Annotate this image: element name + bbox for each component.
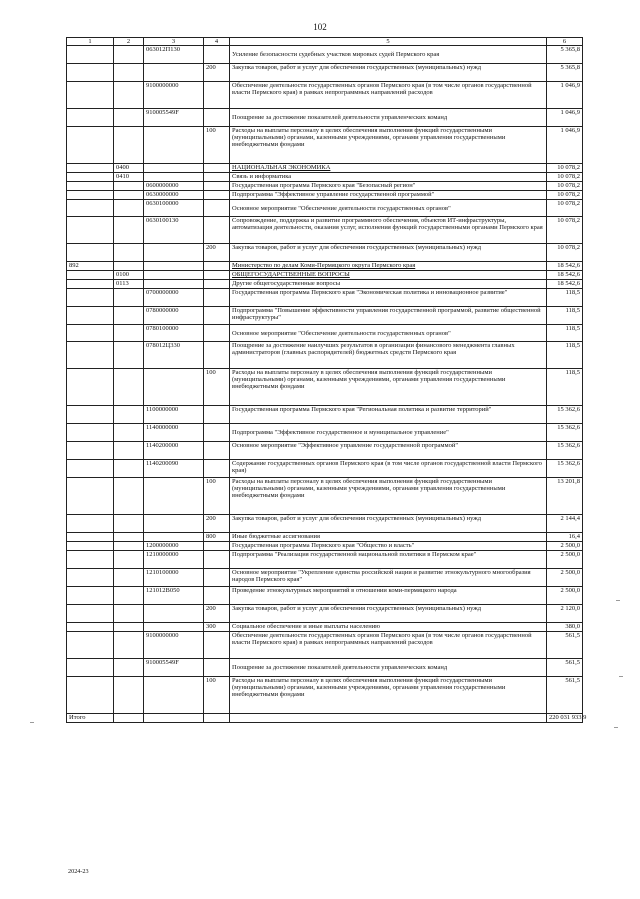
cell-code-target: [144, 478, 204, 515]
table-row: [67, 262, 583, 271]
cell-amount: 15 362,6: [547, 460, 583, 478]
cell-code-admin: [67, 406, 114, 424]
header-col-6: 6: [547, 38, 583, 46]
cell-code-section: [114, 551, 144, 569]
table-row: [67, 289, 583, 307]
cell-code-target: [144, 244, 204, 262]
cell-code-expense-type: [204, 109, 230, 127]
cell-code-section: [114, 325, 144, 342]
table-row: [67, 64, 583, 82]
cell-code-admin: [67, 307, 114, 325]
table-row: [67, 82, 583, 109]
cell-code-section: [114, 478, 144, 515]
cell-code-expense-type: [204, 542, 230, 551]
table-row: [67, 191, 583, 200]
cell-code-admin: [67, 632, 114, 659]
cell-code-admin: [67, 424, 114, 442]
cell-code-expense-type: 100: [204, 369, 230, 406]
cell-description: Подпрограмма "Реализация государственной национальной политики в Пермском крае": [230, 551, 547, 569]
cell-code-admin: [67, 289, 114, 307]
cell-code-target: 0780000000: [144, 307, 204, 325]
cell-code-expense-type: [204, 714, 230, 723]
table-row: [67, 271, 583, 280]
cell-code-target: [144, 677, 204, 714]
cell-code-expense-type: [204, 342, 230, 369]
cell-amount: 10 078,2: [547, 191, 583, 200]
cell-description: Подпрограмма "Повышение эффективности управления государственной программой, развитие общественной инфраструктуры": [230, 307, 547, 325]
cell-code-admin: [67, 109, 114, 127]
cell-code-expense-type: 100: [204, 677, 230, 714]
table-row: [67, 217, 583, 244]
cell-code-target: 1200000000: [144, 542, 204, 551]
cell-code-target: 063012П130: [144, 46, 204, 64]
cell-description: Закупка товаров, работ и услуг для обеспечения государственных (муниципальных) нужд: [230, 605, 547, 623]
cell-description: Подпрограмма "Эффективное управление государственной программой": [230, 191, 547, 200]
cell-code-admin: [67, 659, 114, 677]
table-row: [67, 164, 583, 173]
cell-amount: 2 500,0: [547, 569, 583, 587]
cell-amount: 10 078,2: [547, 164, 583, 173]
cell-code-section: [114, 460, 144, 478]
cell-code-section: [114, 587, 144, 605]
cell-code-section: [114, 244, 144, 262]
table-row: [67, 605, 583, 623]
table-row: [67, 173, 583, 182]
cell-code-target: [144, 280, 204, 289]
table-row: [67, 406, 583, 424]
cell-description: Основное мероприятие "Эффективное управление государственной программой": [230, 442, 547, 460]
cell-code-target: 0780100000: [144, 325, 204, 342]
scan-artifact: [30, 722, 34, 723]
budget-table: [66, 37, 587, 723]
cell-code-expense-type: [204, 632, 230, 659]
table-row: [67, 424, 583, 442]
cell-code-admin: [67, 677, 114, 714]
cell-code-section: 0113: [114, 280, 144, 289]
cell-code-section: [114, 632, 144, 659]
cell-amount: 118,5: [547, 369, 583, 406]
cell-code-section: [114, 82, 144, 109]
cell-description: Закупка товаров, работ и услуг для обеспечения государственных (муниципальных) нужд: [230, 64, 547, 82]
cell-amount: 118,5: [547, 307, 583, 325]
cell-code-section: [114, 109, 144, 127]
cell-code-target: [144, 533, 204, 542]
table-row: [67, 127, 583, 164]
cell-description: Содержание государственных органов Пермского края (в том числе органов государственной власти Пермского края): [230, 460, 547, 478]
cell-amount: 1 046,9: [547, 109, 583, 127]
cell-code-target: 1210000000: [144, 551, 204, 569]
cell-amount: 220 031 933,9: [547, 714, 583, 723]
cell-amount: 15 362,6: [547, 424, 583, 442]
cell-amount: 2 500,0: [547, 587, 583, 605]
cell-code-expense-type: [204, 307, 230, 325]
cell-code-admin: [67, 478, 114, 515]
cell-amount: 2 144,4: [547, 515, 583, 533]
cell-code-admin: [67, 127, 114, 164]
cell-code-expense-type: 100: [204, 127, 230, 164]
cell-code-section: [114, 542, 144, 551]
cell-code-expense-type: [204, 164, 230, 173]
cell-description: Подпрограмма "Эффективное государственное и муниципальное управление": [230, 424, 547, 442]
cell-amount: 18 542,6: [547, 280, 583, 289]
table-header-row: [67, 38, 583, 46]
cell-amount: 380,0: [547, 623, 583, 632]
cell-code-admin: Итого: [67, 714, 114, 723]
cell-code-expense-type: 200: [204, 515, 230, 533]
cell-amount: 10 078,2: [547, 182, 583, 191]
cell-code-section: [114, 191, 144, 200]
cell-amount: 15 362,6: [547, 406, 583, 424]
cell-code-target: 910005549F: [144, 109, 204, 127]
cell-amount: 1 046,9: [547, 82, 583, 109]
cell-code-section: [114, 605, 144, 623]
table-row: [67, 182, 583, 191]
cell-description: Сопровождение, поддержка и развитие программного обеспечения, объектов ИТ-инфраструктуры, автоматизация деятельности, оказания услуг, исполнения функций государственными органами Пермского края: [230, 217, 547, 244]
cell-code-expense-type: [204, 569, 230, 587]
cell-description: Обеспечение деятельности государственных органов Пермского края (в том числе органов государственной власти Пермского края) в рамках непрограммных направлений расходов: [230, 82, 547, 109]
cell-amount: 16,4: [547, 533, 583, 542]
table-row: [67, 200, 583, 217]
cell-description: Государственная программа Пермского края "Региональная политика и развитие территорий": [230, 406, 547, 424]
cell-description: Государственная программа Пермского края "Общество и власть": [230, 542, 547, 551]
cell-code-target: 9100000000: [144, 82, 204, 109]
cell-description: Закупка товаров, работ и услуг для обеспечения государственных (муниципальных) нужд: [230, 244, 547, 262]
table-row: [67, 659, 583, 677]
table-row: [67, 325, 583, 342]
cell-description: Социальное обеспечение и иные выплаты населению: [230, 623, 547, 632]
cell-description: Государственная программа Пермского края "Экономическая политика и инновационное развитие": [230, 289, 547, 307]
cell-description: Другие общегосударственные вопросы: [230, 280, 547, 289]
header-col-5: 5: [230, 38, 547, 46]
cell-code-target: 1100000000: [144, 406, 204, 424]
cell-code-expense-type: 200: [204, 244, 230, 262]
cell-code-target: [144, 369, 204, 406]
table-row: [67, 369, 583, 406]
cell-description: [230, 714, 547, 723]
cell-amount: 10 078,2: [547, 244, 583, 262]
cell-code-target: 0700000000: [144, 289, 204, 307]
cell-code-admin: [67, 342, 114, 369]
cell-code-section: [114, 64, 144, 82]
cell-code-section: [114, 342, 144, 369]
cell-code-expense-type: 100: [204, 478, 230, 515]
cell-code-section: [114, 127, 144, 164]
cell-description: Закупка товаров, работ и услуг для обеспечения государственных (муниципальных) нужд: [230, 515, 547, 533]
cell-code-admin: [67, 200, 114, 217]
cell-code-admin: [67, 164, 114, 173]
cell-code-expense-type: [204, 271, 230, 280]
cell-amount: 18 542,6: [547, 262, 583, 271]
cell-amount: 15 362,6: [547, 442, 583, 460]
cell-code-expense-type: [204, 289, 230, 307]
cell-code-admin: [67, 551, 114, 569]
cell-code-target: [144, 515, 204, 533]
cell-code-admin: [67, 182, 114, 191]
cell-code-admin: [67, 605, 114, 623]
cell-code-section: 0410: [114, 173, 144, 182]
cell-code-expense-type: [204, 551, 230, 569]
scan-artifact: [614, 727, 618, 728]
cell-description: Поощрение за достижение показателей деятельности управленческих команд: [230, 109, 547, 127]
table-row: [67, 109, 583, 127]
cell-description: Основное мероприятие "Обеспечение деятельности государственных органов": [230, 325, 547, 342]
cell-amount: 2 500,0: [547, 542, 583, 551]
cell-amount: 118,5: [547, 289, 583, 307]
cell-code-target: 1140000000: [144, 424, 204, 442]
cell-code-target: [144, 714, 204, 723]
cell-code-admin: [67, 191, 114, 200]
table-row: [67, 551, 583, 569]
cell-code-admin: [67, 442, 114, 460]
cell-code-target: [144, 64, 204, 82]
cell-code-target: 0630100000: [144, 200, 204, 217]
cell-code-section: [114, 424, 144, 442]
cell-code-admin: [67, 460, 114, 478]
cell-code-admin: [67, 569, 114, 587]
cell-code-target: [144, 271, 204, 280]
table-row: [67, 307, 583, 325]
table-row: [67, 442, 583, 460]
cell-code-expense-type: [204, 173, 230, 182]
cell-description: Поощрение за достижение наилучших результатов в организации финансового менеджмента главных администраторов (главных распорядителей) бюджетных средств Пермского края: [230, 342, 547, 369]
cell-code-expense-type: [204, 280, 230, 289]
cell-code-section: [114, 406, 144, 424]
cell-description: Министерство по делам Коми-Пермяцкого округа Пермского края: [230, 262, 547, 271]
cell-description: Основное мероприятие "Обеспечение деятельности государственных органов": [230, 200, 547, 217]
cell-code-admin: [67, 244, 114, 262]
cell-amount: 561,5: [547, 632, 583, 659]
cell-amount: 2 120,0: [547, 605, 583, 623]
cell-code-expense-type: [204, 442, 230, 460]
table-body: [67, 46, 587, 723]
cell-code-section: [114, 533, 144, 542]
cell-code-target: 1140200090: [144, 460, 204, 478]
table-row: [67, 478, 583, 515]
cell-description: Проведение этнокультурных мероприятий в отношении коми-пермяцкого народа: [230, 587, 547, 605]
scan-artifact: [616, 600, 620, 601]
cell-description: Расходы на выплаты персоналу в целях обеспечения выполнения функций государственными (муниципальными) органами, казенными учреждениями, органами управления государственными внебюджетными фондами: [230, 369, 547, 406]
cell-description: ОБЩЕГОСУДАРСТВЕННЫЕ ВОПРОСЫ: [230, 271, 547, 280]
cell-code-admin: [67, 46, 114, 64]
cell-code-section: [114, 714, 144, 723]
cell-code-target: [144, 605, 204, 623]
cell-code-section: [114, 46, 144, 64]
table-row: [67, 569, 583, 587]
cell-description: Поощрение за достижение показателей деятельности управленческих команд: [230, 659, 547, 677]
cell-code-section: [114, 569, 144, 587]
cell-code-expense-type: [204, 659, 230, 677]
cell-code-target: [144, 173, 204, 182]
cell-code-section: [114, 677, 144, 714]
cell-code-target: 121012В050: [144, 587, 204, 605]
cell-description: Усиление безопасности судебных участков мировых судей Пермского края: [230, 46, 547, 64]
cell-description: Государственная программа Пермского края "Безопасный регион": [230, 182, 547, 191]
cell-code-section: [114, 369, 144, 406]
cell-code-expense-type: 200: [204, 64, 230, 82]
cell-description: Основное мероприятие "Укрепление единства российской нации и развитие этнокультурного многообразия народов Пермского края": [230, 569, 547, 587]
header-col-3: 3: [144, 38, 204, 46]
cell-code-admin: [67, 325, 114, 342]
cell-code-target: 1140200000: [144, 442, 204, 460]
cell-code-admin: [67, 533, 114, 542]
cell-code-expense-type: [204, 406, 230, 424]
cell-amount: 5 365,8: [547, 46, 583, 64]
cell-amount: 13 201,8: [547, 478, 583, 515]
cell-code-admin: [67, 64, 114, 82]
cell-amount: 10 078,2: [547, 217, 583, 244]
cell-amount: 5 365,8: [547, 64, 583, 82]
cell-code-section: [114, 623, 144, 632]
header-col-4: 4: [204, 38, 230, 46]
cell-amount: 10 078,2: [547, 200, 583, 217]
cell-amount: 118,5: [547, 325, 583, 342]
table-row: [67, 542, 583, 551]
table-row: [67, 714, 583, 723]
cell-code-section: [114, 182, 144, 191]
cell-code-section: [114, 262, 144, 271]
cell-code-admin: [67, 623, 114, 632]
cell-code-section: [114, 659, 144, 677]
cell-code-target: 0630000000: [144, 191, 204, 200]
table-row: [67, 623, 583, 632]
cell-code-section: [114, 442, 144, 460]
cell-code-section: [114, 200, 144, 217]
cell-code-target: [144, 623, 204, 632]
cell-code-section: [114, 515, 144, 533]
cell-amount: 10 078,2: [547, 173, 583, 182]
header-col-2: 2: [114, 38, 144, 46]
cell-code-target: 0600000000: [144, 182, 204, 191]
cell-code-section: [114, 289, 144, 307]
cell-description: Связь и информатика: [230, 173, 547, 182]
page-number: 102: [313, 22, 327, 32]
cell-amount: 18 542,6: [547, 271, 583, 280]
cell-code-expense-type: [204, 460, 230, 478]
cell-code-admin: [67, 587, 114, 605]
table-row: [67, 280, 583, 289]
cell-code-admin: [67, 271, 114, 280]
cell-code-expense-type: [204, 82, 230, 109]
table-row: [67, 515, 583, 533]
table-row: [67, 587, 583, 605]
cell-code-expense-type: [204, 424, 230, 442]
cell-code-target: [144, 164, 204, 173]
cell-code-expense-type: [204, 217, 230, 244]
cell-code-admin: [67, 515, 114, 533]
cell-code-target: [144, 127, 204, 164]
cell-code-expense-type: 300: [204, 623, 230, 632]
cell-description: Расходы на выплаты персоналу в целях обеспечения выполнения функций государственными (муниципальными) органами, казенными учреждениями, органами управления государственными внебюджетными фондами: [230, 127, 547, 164]
cell-code-section: [114, 307, 144, 325]
cell-code-expense-type: [204, 262, 230, 271]
cell-code-target: 910005549F: [144, 659, 204, 677]
header-col-1: 1: [67, 38, 114, 46]
scan-artifact: [619, 676, 623, 677]
cell-amount: 561,5: [547, 659, 583, 677]
cell-description: Обеспечение деятельности государственных органов Пермского края (в том числе органов государственной власти Пермского края) в рамках непрограммных направлений расходов: [230, 632, 547, 659]
cell-code-expense-type: [204, 587, 230, 605]
footer-code: 2024-23: [68, 868, 89, 875]
cell-code-target: 078012Ц330: [144, 342, 204, 369]
cell-description: НАЦИОНАЛЬНАЯ ЭКОНОМИКА: [230, 164, 547, 173]
cell-description: Расходы на выплаты персоналу в целях обеспечения выполнения функций государственными (муниципальными) органами, казенными учреждениями, органами управления государственными внебюджетными фондами: [230, 677, 547, 714]
cell-code-section: 0100: [114, 271, 144, 280]
cell-code-section: [114, 217, 144, 244]
cell-code-expense-type: 800: [204, 533, 230, 542]
table-row: [67, 342, 583, 369]
cell-code-admin: [67, 82, 114, 109]
cell-code-expense-type: [204, 46, 230, 64]
cell-code-admin: [67, 217, 114, 244]
table-row: [67, 460, 583, 478]
table-row: [67, 46, 583, 64]
table-row: [67, 632, 583, 659]
cell-code-expense-type: 200: [204, 605, 230, 623]
cell-amount: 1 046,9: [547, 127, 583, 164]
cell-amount: 561,5: [547, 677, 583, 714]
cell-description: Иные бюджетные ассигнования: [230, 533, 547, 542]
cell-description: Расходы на выплаты персоналу в целях обеспечения выполнения функций государственными (муниципальными) органами, казенными учреждениями, органами управления государственными внебюджетными фондами: [230, 478, 547, 515]
cell-code-expense-type: [204, 325, 230, 342]
cell-code-section: 0400: [114, 164, 144, 173]
cell-code-target: [144, 262, 204, 271]
cell-code-admin: [67, 542, 114, 551]
table-row: [67, 677, 583, 714]
cell-code-target: 0630100130: [144, 217, 204, 244]
cell-code-target: 1210100000: [144, 569, 204, 587]
cell-code-expense-type: [204, 191, 230, 200]
cell-code-admin: [67, 173, 114, 182]
cell-code-expense-type: [204, 200, 230, 217]
table-row: [67, 244, 583, 262]
cell-code-admin: [67, 369, 114, 406]
cell-code-target: 9100000000: [144, 632, 204, 659]
cell-code-expense-type: [204, 182, 230, 191]
cell-amount: 2 500,0: [547, 551, 583, 569]
cell-code-admin: [67, 280, 114, 289]
cell-amount: 118,5: [547, 342, 583, 369]
cell-code-admin: 892: [67, 262, 114, 271]
table-row: [67, 533, 583, 542]
